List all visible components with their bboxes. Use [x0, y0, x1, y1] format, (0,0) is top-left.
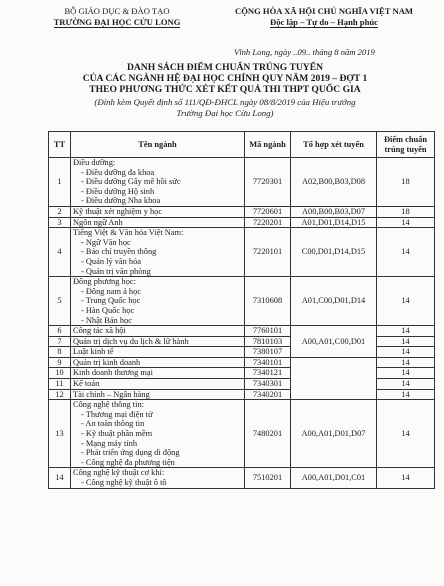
program-name [71, 347, 245, 358]
table-row [49, 389, 435, 400]
table-row [49, 228, 435, 277]
subject-combination: A01,C00,D01,D14 [291, 277, 377, 326]
header-name: Tên ngành [71, 132, 245, 158]
subject-combination: A00,A01,D01,D07 [291, 400, 377, 468]
subject-combination: A02,B00,B03,D08 [291, 158, 377, 207]
table-row [49, 368, 435, 379]
program-specialization: - Thương mại điện tử [81, 409, 153, 419]
cutoff-score: 14 [377, 379, 435, 390]
program-specialization: - Ngữ Văn học [81, 237, 131, 247]
row-number: 4 [49, 228, 71, 277]
program-name [71, 336, 245, 347]
program-specialization: - Điều dưỡng Gây mê hồi sức [81, 177, 181, 187]
cutoff-score: 18 [377, 206, 435, 217]
row-number: 10 [49, 368, 71, 379]
program-title: Ngôn ngữ Anh [73, 217, 123, 227]
program-title: Tài chính – Ngân hàng [73, 389, 150, 399]
program-title: Quản trị kinh doanh [73, 357, 141, 367]
decision-note-line-1: (Đính kèm Quyết định số 111/QĐ-ĐHCL ngày 08/8/2019 của Hiệu trưởng [94, 97, 356, 107]
program-title: Kỹ thuật xét nghiệm y học [73, 206, 163, 216]
program-specialization: - Công nghệ kỹ thuật ô tô [81, 478, 167, 487]
row-number: 3 [49, 217, 71, 228]
program-name [71, 368, 245, 379]
subject-combination: A01,D01,D14,D15 [291, 217, 377, 228]
table-row [49, 468, 435, 488]
title-line-1: DANH SÁCH ĐIỂM CHUẨN TRÚNG TUYỂN [126, 62, 324, 73]
program-specialization: - Công nghệ đa phương tiện [81, 457, 175, 467]
row-number: 2 [49, 206, 71, 217]
cutoff-score: 14 [377, 468, 435, 488]
subject-combination: A00,A01,C00,D01 [291, 326, 377, 358]
program-specialization: - Quản trị văn phòng [81, 266, 151, 276]
program-name [71, 389, 245, 400]
program-code: 7310608 [245, 277, 291, 326]
program-specialization: - Kỹ thuật phần mềm [81, 429, 153, 439]
program-code: 7380107 [245, 347, 291, 358]
program-specialization: - Điều dưỡng đa khoa [81, 167, 155, 177]
program-name [71, 357, 245, 368]
table-row [49, 347, 435, 358]
subject-combination [291, 357, 377, 399]
left-header [22, 6, 212, 28]
program-name [71, 206, 245, 217]
ministry-name: BỘ GIÁO DỤC & ĐÀO TẠO [64, 6, 170, 16]
program-code: 7220101 [245, 228, 291, 277]
cutoff-score: 14 [377, 389, 435, 400]
republic-name: CỘNG HÒA XÃ HỘI CHỦ NGHĨA VIỆT NAM [234, 6, 414, 16]
row-number: 11 [49, 379, 71, 390]
cutoff-score: 14 [377, 228, 435, 277]
program-name [71, 400, 245, 468]
table-body [49, 158, 435, 489]
table-row [49, 379, 435, 390]
title-line-2: CỦA CÁC NGÀNH HỆ ĐẠI HỌC CHÍNH QUY NĂM 2019 – ĐỢT 1 [82, 73, 368, 85]
decision-note [40, 97, 410, 119]
national-motto: Độc lập – Tự do – Hạnh phúc [270, 16, 378, 27]
cutoff-score: 14 [377, 277, 435, 326]
subject-combination: C00,D01,D14,D15 [291, 228, 377, 277]
program-code: 7810103 [245, 336, 291, 347]
program-name [71, 468, 245, 488]
row-number: 12 [49, 389, 71, 400]
subject-combination: A00,A01,D01,C01 [291, 468, 377, 488]
table-row [49, 158, 435, 207]
header-combo: Tổ hợp xét tuyển [291, 132, 377, 158]
program-name [71, 228, 245, 277]
table-row [49, 357, 435, 368]
program-title: Công nghệ kỹ thuật cơ khí: [73, 468, 165, 478]
table-row [49, 217, 435, 228]
program-title: Kinh doanh thương mại [73, 368, 153, 378]
cutoff-score-table [48, 131, 435, 489]
program-code: 7340301 [245, 379, 291, 390]
cutoff-score: 14 [377, 336, 435, 347]
program-title: Điều dưỡng: [73, 158, 116, 167]
program-specialization: - Điều dưỡng Nha khoa [81, 196, 161, 206]
program-specialization: - Phát triển ứng dụng di động [81, 448, 180, 458]
program-specialization: - Quản lý văn hóa [81, 256, 142, 266]
cutoff-score: 14 [377, 217, 435, 228]
cutoff-score: 14 [377, 368, 435, 379]
cutoff-score: 14 [377, 326, 435, 337]
row-number: 13 [49, 400, 71, 468]
program-code: 7340201 [245, 389, 291, 400]
program-name [71, 379, 245, 390]
header-score: Điểm chuẩn trúng tuyển [377, 132, 435, 158]
program-specialization: - Điều dưỡng Hộ sinh [81, 186, 155, 196]
table-row [49, 277, 435, 326]
program-specialization: - An toàn thông tin [81, 419, 145, 429]
table-row [49, 336, 435, 347]
program-specialization: - Mạng máy tính [81, 438, 138, 448]
program-specialization: - Đông nam á học [81, 286, 142, 296]
header-tt: TT [49, 132, 71, 158]
program-title: Quản trị dịch vụ du lịch & lữ hành [73, 336, 189, 346]
program-name [71, 158, 245, 207]
table-row [49, 206, 435, 217]
table-row [49, 400, 435, 468]
program-code: 7720301 [245, 158, 291, 207]
document-title [20, 62, 430, 96]
program-title: Đông phương học: [73, 277, 136, 287]
row-number: 1 [49, 158, 71, 207]
program-code: 7220201 [245, 217, 291, 228]
program-code: 7720601 [245, 206, 291, 217]
row-number: 9 [49, 357, 71, 368]
row-number: 8 [49, 347, 71, 358]
row-number: 5 [49, 277, 71, 326]
program-code: 7480201 [245, 400, 291, 468]
program-name [71, 277, 245, 326]
document-date: Vĩnh Long, ngày ..09.. tháng 8 năm 2019 [234, 47, 375, 57]
row-number: 7 [49, 336, 71, 347]
school-name: TRƯỜNG ĐẠI HỌC CỬU LONG [53, 16, 181, 27]
row-number: 6 [49, 326, 71, 337]
title-line-3: THEO PHƯƠNG THỨC XÉT KẾT QUẢ THI THPT QUỐC GIA [89, 84, 361, 96]
program-title: Tiếng Việt & Văn hóa Việt Nam: [73, 228, 184, 238]
program-title: Công tác xã hội [73, 326, 126, 336]
program-name [71, 326, 245, 337]
cutoff-score: 18 [377, 158, 435, 207]
right-header [208, 6, 440, 28]
decision-note-line-2: Trường Đại học Cửu Long) [176, 107, 274, 118]
program-title: Kế toán [73, 379, 100, 389]
header-code: Mã ngành [245, 132, 291, 158]
program-specialization: - Trung Quốc học [81, 296, 141, 306]
program-specialization: - Hàn Quốc học [81, 305, 135, 315]
program-title: Luật kinh tế [73, 347, 114, 357]
row-number: 14 [49, 468, 71, 488]
program-code: 7340101 [245, 357, 291, 368]
cutoff-score: 14 [377, 357, 435, 368]
program-specialization: - Nhật Bản học [81, 315, 132, 325]
cutoff-score: 14 [377, 400, 435, 468]
program-title: Công nghệ thông tin: [73, 400, 144, 410]
program-code: 7340121 [245, 368, 291, 379]
program-name [71, 217, 245, 228]
program-code: 7760101 [245, 326, 291, 337]
subject-combination: A00,B00,B03,D07 [291, 206, 377, 217]
table-row [49, 326, 435, 337]
program-code: 7510201 [245, 468, 291, 488]
cutoff-score: 14 [377, 347, 435, 358]
program-specialization: - Báo chí truyền thông [81, 247, 157, 257]
